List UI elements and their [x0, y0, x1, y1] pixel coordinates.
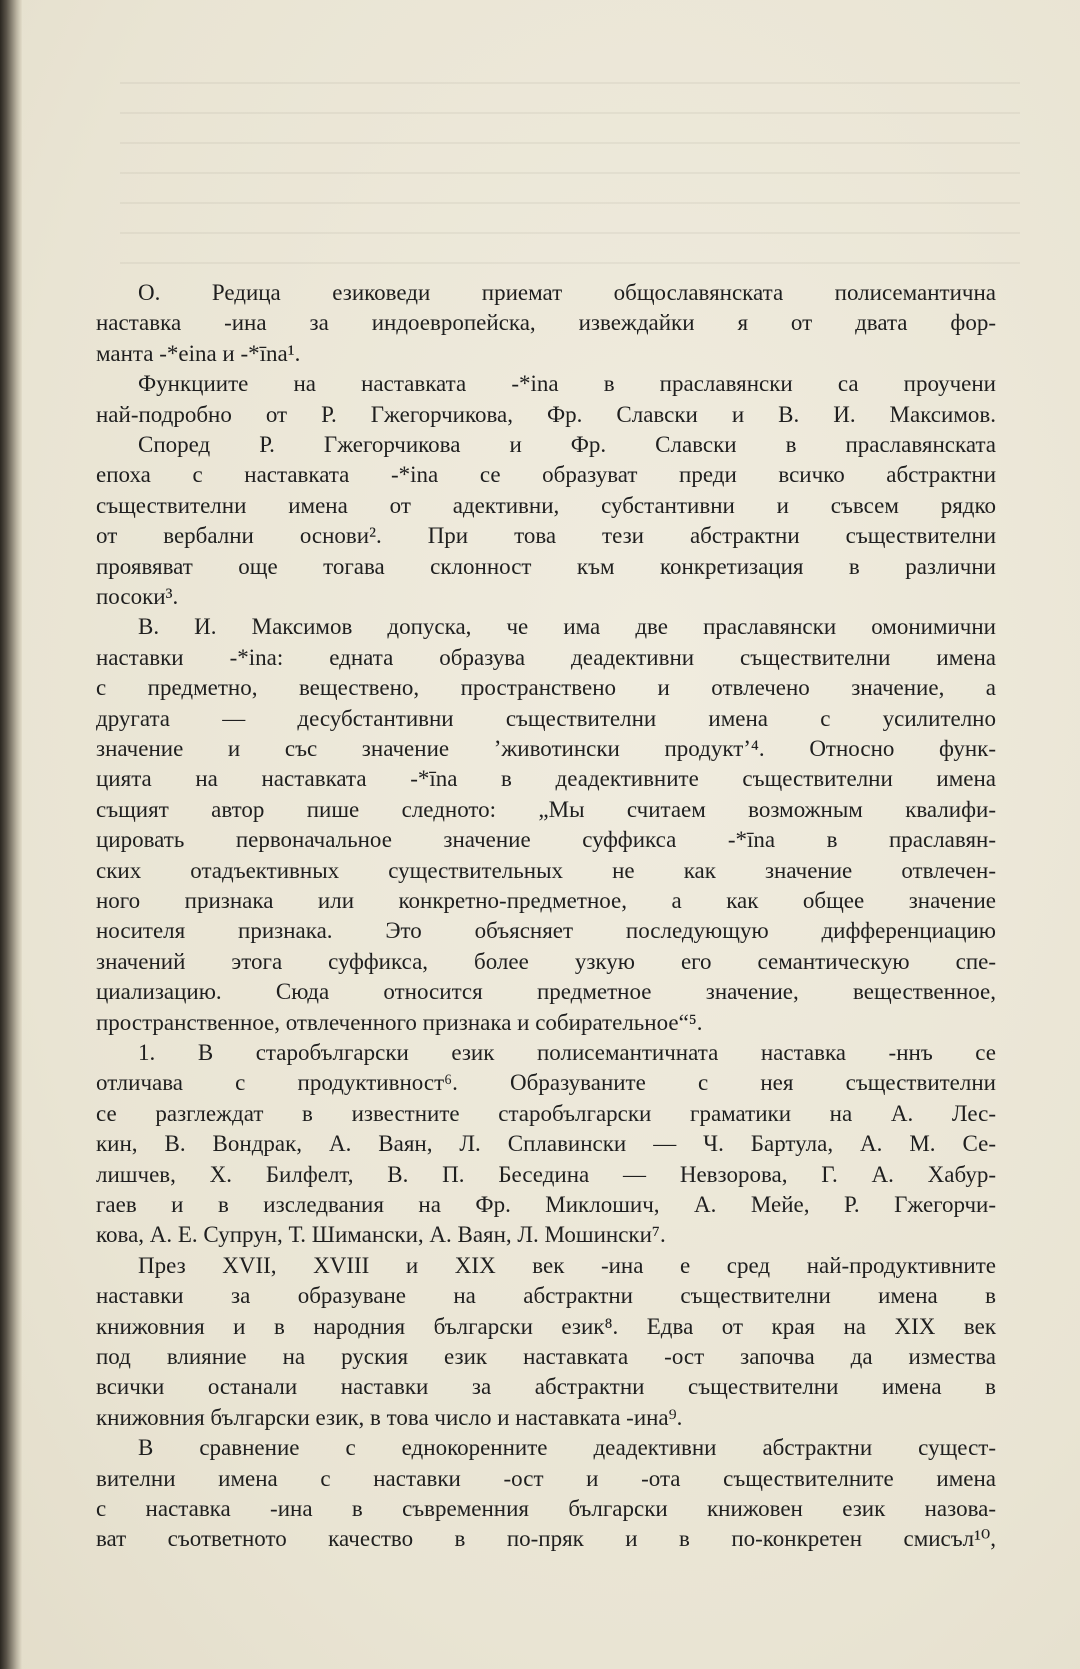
text-line: носителя признака. Это объясняет последующую дифференциацию — [96, 918, 996, 944]
text-line: отличава с продуктивност⁶. Образуваните с нея съществителни — [96, 1070, 996, 1096]
text-line: същият автор пише следното: „Мы считаем возможным квалифи- — [96, 796, 996, 822]
text-line: ват съответното качество в по-пряк и в по-конкретен смисъл¹⁰, — [96, 1526, 996, 1552]
show-through-text — [120, 60, 1020, 290]
text-line: 1. В старобългарски език полисемантичната наставка -ннъ се — [138, 1040, 996, 1065]
text-line: книжовния български език, в това число и наставката -ина⁹. — [96, 1404, 683, 1430]
text-line: с предметно, веществено, пространствено и отвлечено значение, а — [96, 675, 996, 701]
text-line: книжовния и в народния български език⁸. Едва от края на XIX век — [96, 1313, 996, 1339]
text-line: съществителни имена от адективни, субстантивни и съвсем рядко — [96, 492, 996, 518]
text-line: лишчев, Х. Билфелт, В. П. Беседина — Невзорова, Г. А. Хабур- — [96, 1161, 996, 1187]
text-line: вителни имена с наставки -ост и -ота съществителните имена — [96, 1465, 996, 1491]
text-line: цията на наставката -*īna в деадективните съществителни имена — [96, 766, 996, 792]
text-line: наставки за образуване на абстрактни съществителни имена в — [96, 1283, 996, 1309]
text-line: значений этога суффикса, более узкую его семантическую спе- — [96, 948, 996, 974]
text-line: се разглеждат в известните старобългарски граматики на А. Лес- — [96, 1100, 996, 1126]
text-line: епоха с наставката -*ina се образуват преди всичко абстрактни — [96, 462, 996, 488]
text-line: значение и със значение ’животински продукт’⁴. Относно функ- — [96, 736, 996, 761]
text-line: циализацию. Сюда относится предметное значение, вещественное, — [96, 979, 996, 1005]
text-line: В сравнение с еднокоренните деадективни абстрактни сущест- — [138, 1435, 996, 1461]
text-line: ного признака или конкретно-предметное, а как общее значение — [96, 888, 996, 913]
text-line: всички останали наставки за абстрактни съществителни имена в — [96, 1374, 996, 1400]
text-line: наставка -ина за индоевропейска, извеждайки я от двата фор- — [96, 310, 996, 336]
text-line: Функциите на наставката -*ina в праславянски са проучени — [138, 371, 996, 397]
text-line: През XVII, XVIII и XIX век -ина е сред най-продуктивните — [138, 1252, 996, 1278]
text-line: манта -*eina и -*īna¹. — [96, 340, 301, 366]
book-spine-shadow — [0, 0, 22, 1669]
text-line: с наставка -ина в съвременния български книжовен език назова- — [96, 1496, 996, 1521]
text-line: В. И. Максимов допуска, че има две праславянски омонимични — [138, 614, 996, 640]
text-line: ских отадъективных существительных не как значение отвлечен- — [96, 857, 996, 883]
text-line: кин, В. Вондрак, А. Ваян, Л. Сплавински — Ч. Бартула, А. М. Се- — [96, 1131, 996, 1157]
text-line: от вербални основи². При това тези абстрактни съществителни — [96, 523, 996, 549]
text-line: пространственное, отвлеченного признака и собирательное“⁵. — [96, 1009, 703, 1035]
text-line: кова, А. Е. Супрун, Т. Шимански, А. Ваян, Л. Мошински⁷. — [96, 1222, 666, 1248]
text-line: проявяват още тогава склонност към конкретизация в различни — [96, 553, 996, 579]
text-line: най-подробно от Р. Гжегорчикова, Фр. Славски и В. И. Максимов. — [96, 401, 996, 427]
text-line: Според Р. Гжегорчикова и Фр. Славски в праславянската — [138, 432, 996, 457]
text-line: другата — десубстантивни съществителни имена с усилително — [96, 705, 996, 731]
text-line: цировать первоначальное значение суффикса -*īna в праславян- — [96, 827, 996, 853]
text-line: наставки -*ina: едната образува деадективни съществителни имена — [96, 644, 996, 670]
text-line: посоки³. — [96, 584, 179, 609]
text-line: гаев и в изследвания на Фр. Миклошич, А. Мейе, Р. Гжегорчи- — [96, 1192, 996, 1217]
text-line: под влияние на руския език наставката -ост започва да измества — [96, 1344, 996, 1369]
text-line: О. Редица езиковеди приемат общославянската полисемантична — [138, 280, 996, 305]
